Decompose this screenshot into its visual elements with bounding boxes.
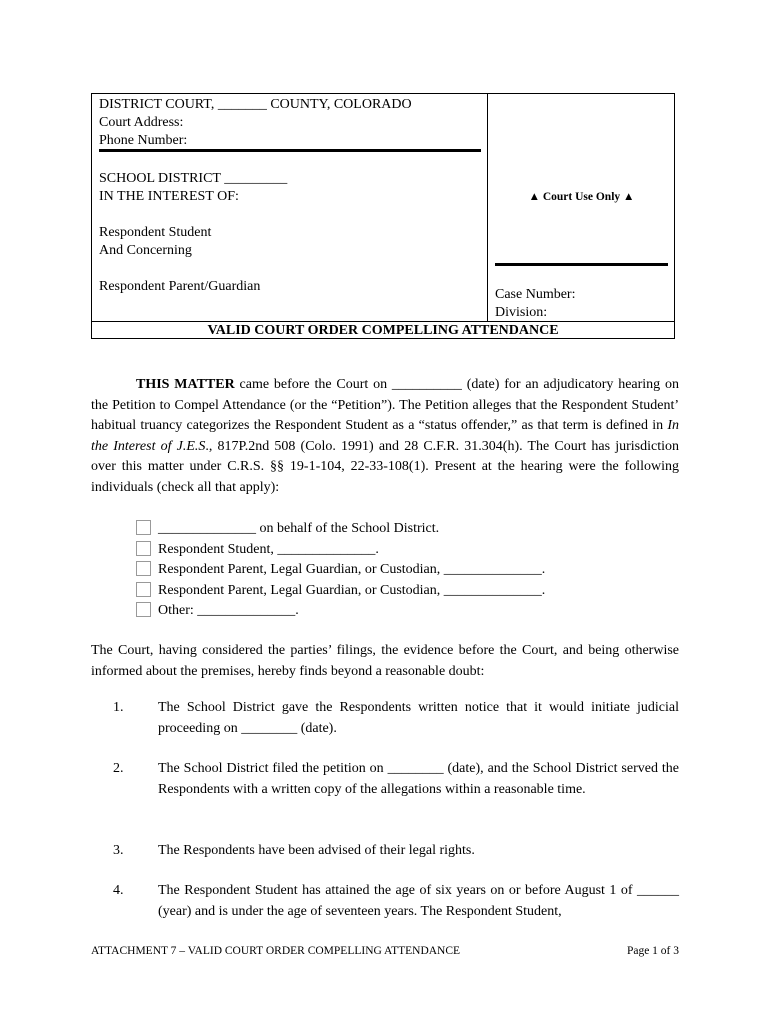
court-use-area: [488, 94, 675, 321]
caption-box: [91, 93, 675, 339]
caption-divider: [99, 149, 481, 152]
check-label: Other: ______________.: [158, 603, 299, 618]
checkbox[interactable]: [136, 561, 151, 576]
caption-parties: [92, 94, 488, 321]
school-district: SCHOOL DISTRICT _________: [99, 171, 288, 186]
and-concerning-label: And Concerning: [99, 243, 192, 258]
court-use-divider: [495, 263, 668, 266]
division: Division:: [495, 305, 548, 320]
intro-text-1: came before the Court on __________ (date) for an adjudicatory hearing on the Petition to Compel Attendance (or the “Petition”). The Petition alleges that the Respondent Student’ habitual truancy categorizes the Respondent Student as a “status offender,” as that term is defined in: [91, 377, 679, 434]
phone-number: Phone Number:: [99, 133, 188, 148]
checkbox[interactable]: [136, 541, 151, 556]
checkbox[interactable]: [136, 582, 151, 597]
check-label: Respondent Parent, Legal Guardian, or Custodian, ______________.: [158, 582, 546, 598]
court-address: Court Address:: [99, 115, 184, 130]
intro-lead: THIS MATTER: [136, 377, 235, 392]
footer-title: ATTACHMENT 7 – VALID COURT ORDER COMPELLING ATTENDANCE: [91, 945, 461, 957]
finding-number: 3.: [113, 843, 124, 858]
finding-text: The School District gave the Respondents written notice that it would initiate judicial proceeding on ________ (date).: [158, 700, 679, 736]
checkbox[interactable]: [136, 602, 151, 617]
page-number: Page 1 of 3: [626, 945, 679, 957]
case-number: Case Number:: [495, 287, 576, 302]
check-label: Respondent Student, ______________.: [158, 541, 379, 557]
checkbox[interactable]: [136, 520, 151, 535]
respondent-parent-label: Respondent Parent/Guardian: [99, 279, 261, 294]
intro-paragraph: [91, 375, 679, 499]
finding-text: The Respondent Student has attained the age of six years on or before August 1 of ______ (year) and is under the age of seventeen years. The Respondent Student,: [158, 883, 679, 919]
respondent-student-label: Respondent Student: [99, 225, 212, 240]
document-title: VALID COURT ORDER COMPELLING ATTENDANCE: [92, 321, 674, 339]
findings-intro: The Court, having considered the parties’ filings, the evidence before the Court, and being otherwise informed about the premises, hereby finds beyond a reasonable doubt:: [91, 643, 679, 679]
finding-number: 4.: [113, 883, 124, 898]
interest-of: IN THE INTEREST OF:: [99, 189, 239, 204]
finding-number: 2.: [113, 761, 124, 776]
court-use-only: ▲ Court Use Only ▲: [528, 191, 635, 203]
finding-number: 1.: [113, 700, 124, 715]
court-line: DISTRICT COURT, _______ COUNTY, COLORADO: [99, 97, 412, 112]
case-citation: In the Interest of J.E.S: [91, 418, 679, 454]
finding-text: The School District filed the petition on ________ (date), and the School District served the Respondents with a written copy of the allegations within a reasonable time.: [158, 761, 679, 797]
check-label: Respondent Parent, Legal Guardian, or Custodian, ______________.: [158, 562, 546, 577]
finding-text: The Respondents have been advised of their legal rights.: [158, 843, 475, 858]
intro-text-2: ., 817P.2nd 508 (Colo. 1991) and 28 C.F.R. 31.304(h). The Court has jurisdiction over this matter under C.R.S. §§ 19-1-104, 22-33-108(1). Present at the hearing were the following individuals (check all that apply):: [91, 438, 679, 495]
check-label: ______________ on behalf of the School District.: [158, 521, 440, 536]
